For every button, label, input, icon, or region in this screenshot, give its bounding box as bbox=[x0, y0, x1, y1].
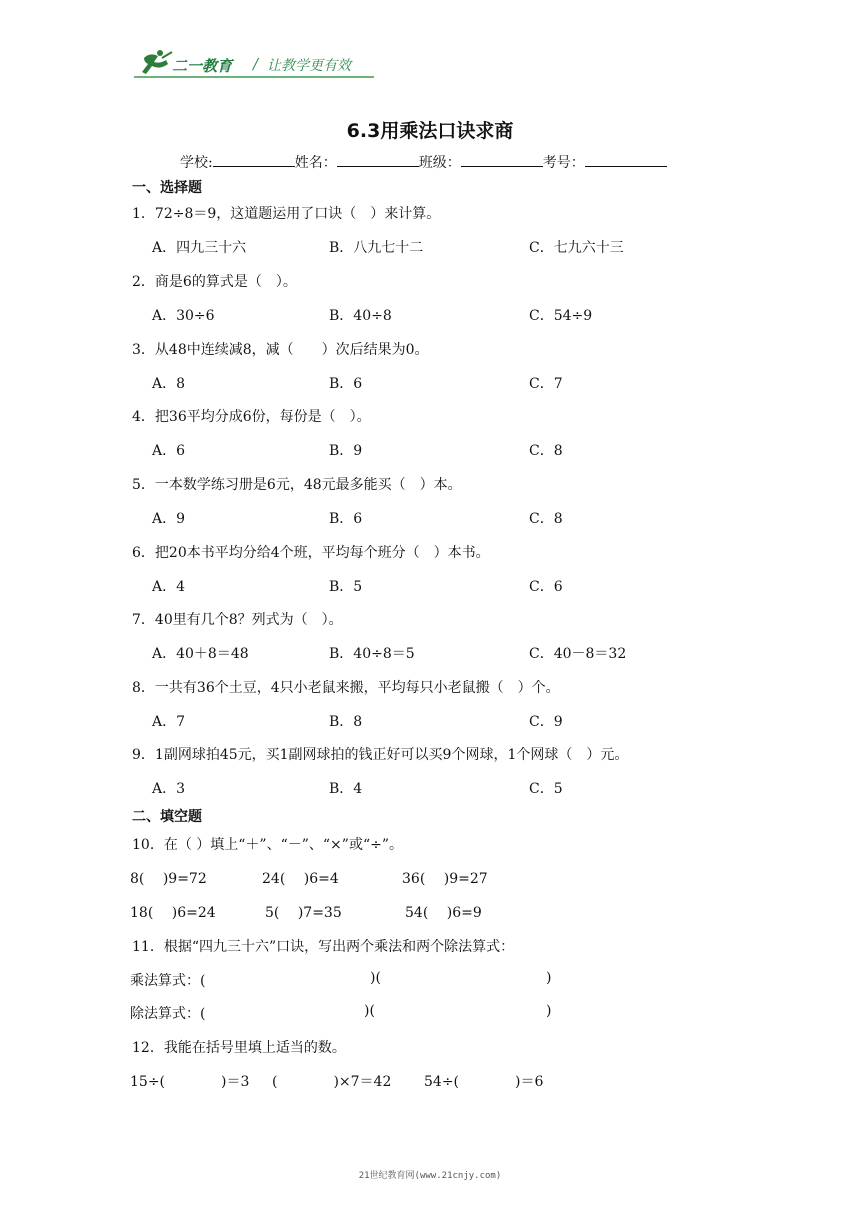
question-4-option-c: C．8 bbox=[529, 443, 563, 459]
school-label: 学校: bbox=[180, 155, 213, 171]
question-3-option-a: A．8 bbox=[152, 376, 186, 392]
question-9-option-a: A．3 bbox=[152, 781, 186, 797]
multiplication-answer-close: ) bbox=[546, 970, 552, 986]
question-9: 9．1副网球拍45元，买1副网球拍的钱正好可以买9个网球，1个网球（ ）元。 bbox=[132, 747, 629, 763]
question-12-item: 54÷( )＝6 bbox=[424, 1074, 544, 1090]
question-8-option-c: C．9 bbox=[529, 714, 563, 730]
question-10-item: 36( )9=27 bbox=[402, 871, 488, 887]
student-info-line bbox=[180, 152, 667, 172]
question-6: 6．把20本书平均分给4个班，平均每个班分（ ）本书。 bbox=[132, 545, 490, 561]
question-1: 1．72÷8＝9，这道题运用了口诀（ ）来计算。 bbox=[132, 206, 441, 222]
question-10-item: 8( )9=72 bbox=[130, 871, 207, 887]
question-2-option-a: A．30÷6 bbox=[152, 308, 215, 324]
question-3: 3．从48中连续减8，减（ ）次后结果为0。 bbox=[132, 342, 429, 358]
question-11: 11．根据“四九三十六”口诀，写出两个乘法和两个除法算式： bbox=[132, 939, 515, 955]
question-6-option-c: C．6 bbox=[529, 579, 563, 595]
school-blank bbox=[213, 152, 295, 167]
question-1-option-a: A．四九三十六 bbox=[152, 240, 247, 256]
question-6-option-b: B．5 bbox=[329, 579, 363, 595]
question-7-option-c: C．40－8＝32 bbox=[529, 646, 627, 662]
exam-label: 考号： bbox=[542, 155, 585, 171]
class-label: 班级： bbox=[418, 155, 461, 171]
question-5: 5．一本数学练习册是6元，48元最多能买（ ）本。 bbox=[132, 477, 462, 493]
question-4-option-a: A．6 bbox=[152, 443, 186, 459]
multiplication-answer-label: 乘法算式：( bbox=[130, 973, 206, 989]
question-8-option-b: B．8 bbox=[329, 714, 363, 730]
question-10: 10．在（ ）填上“＋”、“－”、“×”或“÷”。 bbox=[132, 837, 403, 853]
section-choice-heading: 一、选择题 bbox=[132, 180, 202, 196]
question-5-option-c: C．8 bbox=[529, 511, 563, 527]
question-1-option-c: C．七九六十三 bbox=[529, 240, 624, 256]
question-12-item: 15÷( )＝3 bbox=[130, 1074, 250, 1090]
question-5-option-b: B．6 bbox=[329, 511, 363, 527]
division-answer-close: ) bbox=[546, 1003, 552, 1019]
question-4: 4．把36平均分成6份，每份是（ ）。 bbox=[132, 409, 371, 425]
question-8-option-a: A．7 bbox=[152, 714, 186, 730]
question-7-option-b: B．40÷8＝5 bbox=[329, 646, 415, 662]
page-title: 6.3用乘法口诀求商 bbox=[346, 120, 514, 142]
question-7: 7．40里有几个8？列式为（ ）。 bbox=[132, 612, 343, 628]
question-2-option-c: C．54÷9 bbox=[529, 308, 593, 324]
division-answer-label: 除法算式：( bbox=[130, 1006, 206, 1022]
question-10-item: 5( )7=35 bbox=[265, 905, 342, 921]
header-divider bbox=[134, 76, 374, 78]
question-12-item: ( )×7＝42 bbox=[272, 1074, 392, 1090]
question-12: 12．我能在括号里填上适当的数。 bbox=[132, 1040, 346, 1056]
question-10-item: 18( )6=24 bbox=[130, 905, 216, 921]
name-label: 姓名： bbox=[294, 155, 337, 171]
question-4-option-b: B．9 bbox=[329, 443, 363, 459]
section-fill-heading: 二、填空题 bbox=[132, 809, 202, 825]
page-footer: 21世纪教育网(www.21cnjy.com) bbox=[358, 1171, 502, 1181]
class-blank bbox=[461, 152, 543, 167]
question-7-option-a: A．40＋8＝48 bbox=[152, 646, 249, 662]
brand-name: 二一教育 bbox=[172, 57, 233, 75]
question-3-option-b: B．6 bbox=[329, 376, 363, 392]
question-10-item: 24( )6=4 bbox=[262, 871, 339, 887]
exam-blank bbox=[585, 152, 667, 167]
question-3-option-c: C．7 bbox=[529, 376, 563, 392]
brand-divider: / bbox=[253, 55, 259, 73]
question-9-option-c: C．5 bbox=[529, 781, 563, 797]
multiplication-answer-separator: )( bbox=[370, 970, 381, 986]
brand-slogan: 让教学更有效 bbox=[267, 58, 351, 74]
question-5-option-a: A．9 bbox=[152, 511, 186, 527]
question-6-option-a: A．4 bbox=[152, 579, 186, 595]
question-8: 8．一共有36个土豆，4只小老鼠来搬，平均每只小老鼠搬（ ）个。 bbox=[132, 680, 560, 696]
question-1-option-b: B．八九七十二 bbox=[329, 240, 424, 256]
division-answer-separator: )( bbox=[364, 1003, 375, 1019]
name-blank bbox=[337, 152, 419, 167]
question-2-option-b: B．40÷8 bbox=[329, 308, 392, 324]
question-9-option-b: B．4 bbox=[329, 781, 363, 797]
question-10-item: 54( )6=9 bbox=[405, 905, 482, 921]
question-2: 2．商是6的算式是（ ）。 bbox=[132, 274, 297, 290]
